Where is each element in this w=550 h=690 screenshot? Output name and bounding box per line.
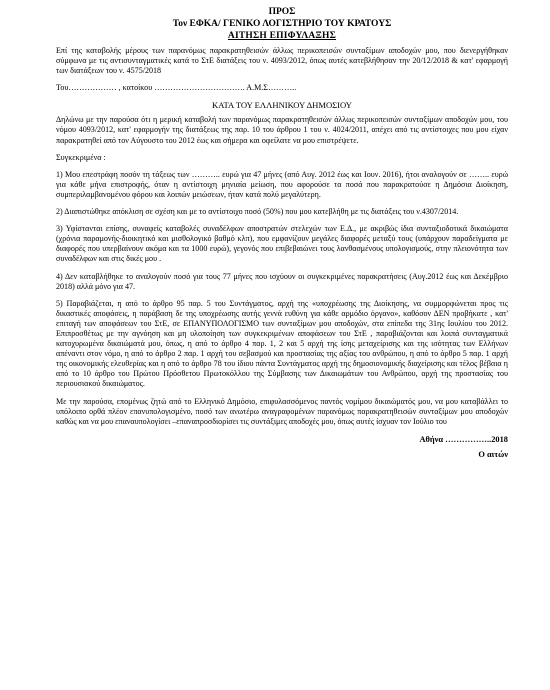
item-3: 3) Υφίστανται επίσης, συναφείς καταβολές συναδέλφων αποστρατών στελεχών των Ε.Δ., με ακριβώς ίδια συνταξιοδοτικά δικαιώματα (χρόνια παραμονής-διοικητικό και μισθολογικό βαθμό κλπ), που εμφανίζουν μεγάλες διαφορές μεταξύ τους (υπάρχουν παραδείγματα με διαφορές που υπερβαίνουν ακόμα και τα 1000 ευρώ), γεγονός που επιβεβαιώνει τους λανθασμένους υπολογισμούς, στην πλειονότητα των συναδέλφων και στις δικές μου .: [56, 224, 508, 264]
against-heading: ΚΑΤΑ ΤΟΥ ΕΛΛΗΝΙΚΟΥ ΔΗΜΟΣΙΟΥ: [211, 100, 353, 111]
signature-label: Ο αιτών: [478, 449, 508, 459]
document-page: [56, 6, 508, 460]
specifically-label: Συγκεκριμένα :: [56, 152, 106, 162]
item-5: 5) Παραβιάζεται, η από το άρθρο 95 παρ. 5 του Συντάγματος, αρχή της «υποχρέωσης της Διοίκησης, να συμμορφώνεται προς τις δικαστικές αποφάσεις, η παράβαση δε της υποχρέωσης αυτής γεννά ευθύνη για κάθε αρμόδιο όργανο», καθόσον ΔΕΝ προβήκατε , κατ' επιταγή των αποφάσεων του ΣτΕ, σε ΕΠΑΝΥΠΟΛΟΓΙΣΜΟ των συνταξίμων μου αποδοχών, στα επίπεδα της 31ης Ιουλίου του 2012. Επιπροσθέτως με την αγνόηση και μη υλοποίηση των συγκεκριμένων αποφάσεων του ΣτΕ , παραβιάζονται και λοιπά συνταγματικά κατοχυρωμένα δικαιώματά μου, όπως, η από το άρθρο 4 παρ. 1, 2 και 5 αρχή της ίσης μεταχείρισης και της ισότητας των Ελλήνων απέναντι στον νόμο, η από το άρθρο 2 παρ. 1 αρχή του σεβασμού και προστασίας της αξίας του ανθρώπου, η από το άρθρο 5 παρ. 1 αρχή της οικονομικής ελευθερίας και η από το άρθρο 78 του ίδιου πάντα Συντάγματος αρχή της δημοσιονομικής διαχείρισης και τέλος βέβαια η από το 10 άρθρο του Πρώτου Πρόσθετου Πρωτοκόλλου της Σύμβασης των Δικαιωμάτων του Ανθρώπου, αρχή της προστασίας του περιουσιακού δικαιώματος.: [56, 298, 508, 389]
header-title: ΑΙΤΗΣΗ ΕΠΙΦΥΛΑΞΗΣ: [227, 31, 337, 41]
signer-line: Του……………… , κατοίκου ……………………………. Α.Μ.Σ………..: [56, 83, 297, 93]
header-recipient: Τον ΕΦΚΑ/ ΓΕΝΙΚΟ ΛΟΓΙΣΤΗΡΙΟ ΤΟΥ ΚΡΑΤΟΥΣ: [172, 19, 392, 29]
item-1: 1) Μου επεστράφη ποσόν τη τάξεως των ……….. ευρώ για 47 μήνες (από Αυγ. 2012 έως και Ιουν. 2016), ήτοι αναλογούν σε …….. ευρώ για κάθε μήνα επιστροφής, όταν η αντίστοιχη μηνιαία μείωση, που αφορούσε τα ποσά που παρακρατούσε η Δημόσια Διοίκηση, συμπεριλαμβανομένου φόρου και λοιπών μειώσεων, ήταν κατά πολύ μεγαλύτερη.: [56, 169, 508, 199]
closing-paragraph: Με την παρούσα, επομένως ζητώ από το Ελληνικό Δημόσιο, επιφυλασσόμενος παντός νομίμου δικαιώματός μου, να μου καταβάλλει το υπόλοιπο ορθά πλέον επανυπολογισμένο, ποσό των ανωτέρω αναγραφομένων παρανόμως παρακρατηθεισών συνταξίμων μου αποδοχών καθώς και να μου επαναυπολογίσει –επαναπροσδιορίσει τις συντάξιμες αποδοχές μου, όπως αυτές ίσχυαν τον Ιούλιο του: [56, 396, 508, 426]
intro-paragraph: Επί της καταβολής μέρους των παρανόμως παρακρατηθεισών άλλως περικοπεισών συνταξίμων αποδοχών μου, που διενεργήθηκαν σύμφωνα με τις αντισυνταγματικές κατά το ΣτΕ διατάξεις του ν. 4093/2012, όπως αυτές κατεβλήθησαν την 20/12/2018 & κατ' εφαρμογή των διατάξεων του ν. 4575/2018: [56, 46, 508, 76]
header-to: ΠΡΟΣ: [268, 7, 296, 17]
declaration-paragraph: Δηλώνω με την παρούσα ότι η μερική καταβολή των παρανόμως παρακρατηθεισών άλλως περικοπεισών συνταξίμων αποδοχών μου, του νόμου 4093/2012, κατ' εφαρμογήν της διατάξεως της παρ. 10 του άρθρου 1 του ν. 4024/2011, απέχει από τις αντίστοιχες που μου είχαν παρακρατηθεί από τον Αύγουστο του 2012 έως και σήμερα και οφείλατε να μου επιστρέψετε.: [56, 115, 508, 145]
item-4: 4) Δεν καταβλήθηκε το αναλογούν ποσό για τους 77 μήνες που ισχύουν οι συγκεκριμένες παρακρατήσεις (Αυγ.2012 έως και Δεκέμβριο 2018) αλλά μόνο για 47.: [56, 271, 508, 291]
item-2: 2) Διαπιστώθηκε απόκλιση σε σχέση και με το αντίστοιχο ποσό (50%) που μου κατεβλήθη με τις διατάξεις του ν.4307/2014.: [56, 207, 459, 217]
date-line: Αθήνα ……………..2018: [419, 434, 508, 444]
